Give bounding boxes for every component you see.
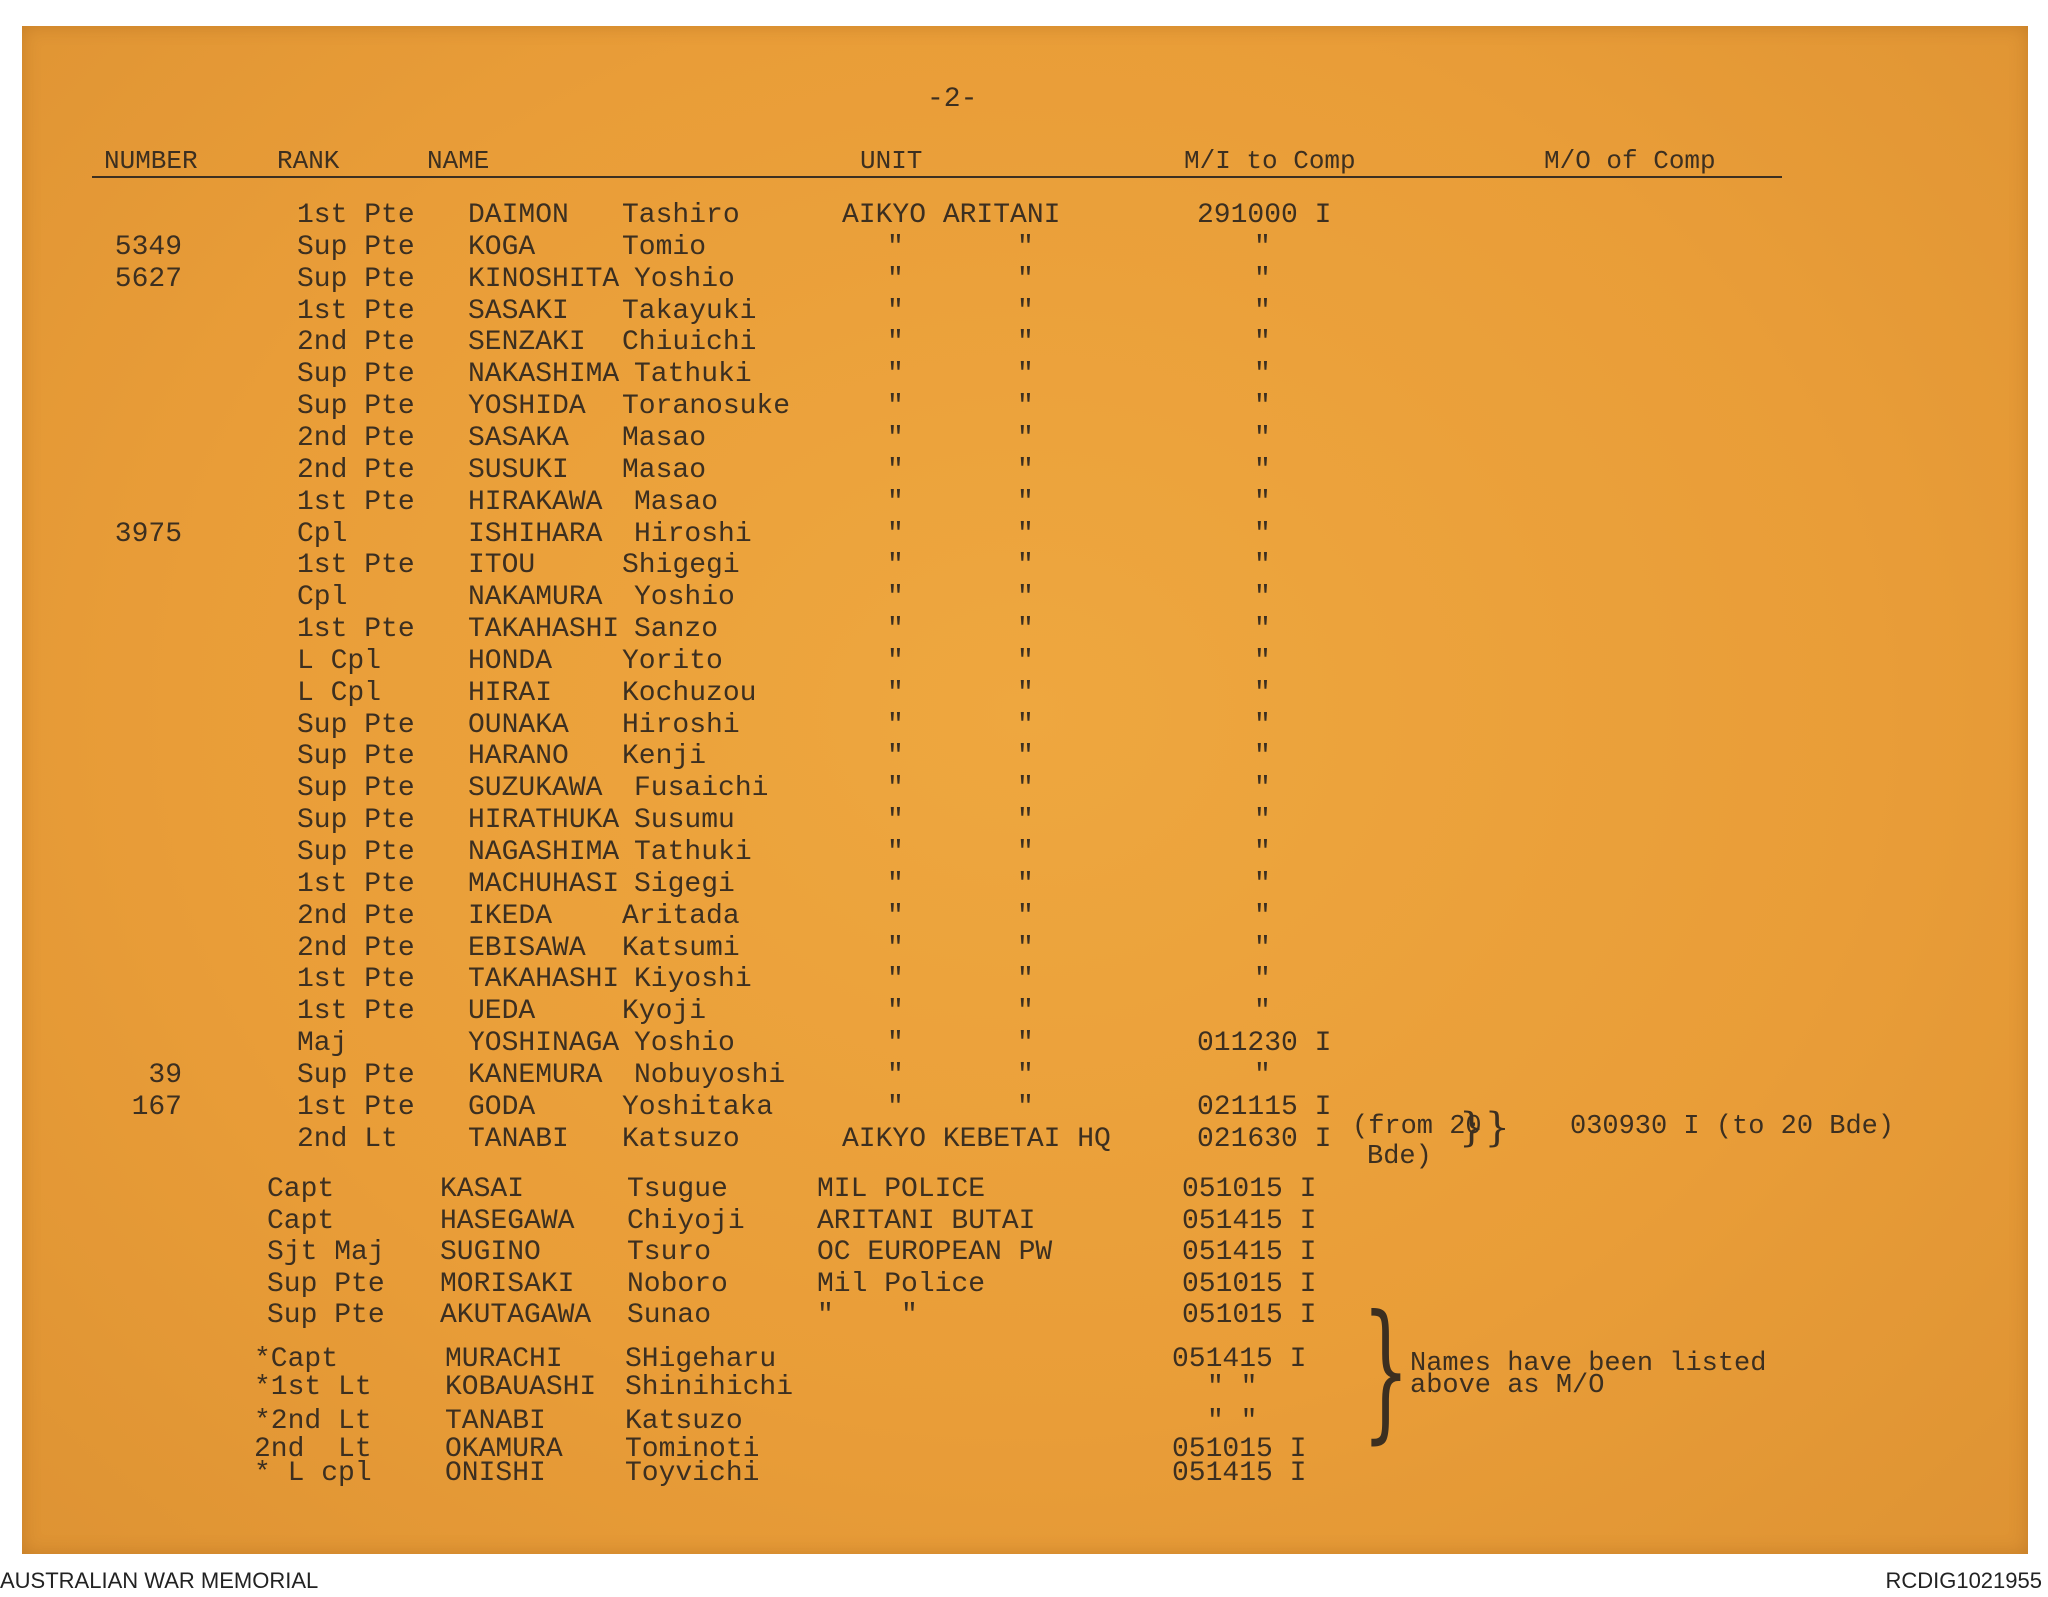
given-name-cell: Chiuichi [622, 327, 757, 359]
mi-to-comp-cell: " [1254, 391, 1271, 423]
mi-to-comp-cell: " [1254, 1059, 1271, 1091]
unit-cell: " [887, 709, 904, 741]
closing-brace-large: } [1362, 1284, 1410, 1458]
footer-archive-name: AUSTRALIAN WAR MEMORIAL [0, 1568, 319, 1593]
given-name-cell: Toyvichi [625, 1458, 760, 1489]
rank-cell: Sup Pte [297, 805, 415, 837]
mi-to-comp-cell: " [1254, 805, 1271, 837]
unit-cell: " [887, 677, 904, 709]
mi-to-comp-cell: 291000 I [1197, 200, 1332, 231]
unit-ditto-cell: " [1017, 645, 1034, 677]
unit-cell: " " [817, 1300, 918, 1331]
mi-to-comp-cell: " [1254, 645, 1271, 677]
service-number: 3975 [114, 518, 182, 550]
mi-to-comp-cell: 051415 I [1182, 1237, 1317, 1268]
surname-cell: HIRAI [468, 677, 553, 709]
surname-cell: OUNAKA [468, 709, 569, 741]
given-name-cell: Kyoji [622, 996, 707, 1028]
surname-cell: MACHUHASI [468, 868, 620, 900]
rank-cell: 1st Pte [297, 1091, 415, 1123]
mi-to-comp-cell: 051415 I [1172, 1344, 1307, 1375]
given-name-cell: Noboro [627, 1268, 728, 1300]
rank-cell: Sup Pte [297, 1059, 415, 1091]
given-name-cell: Katsuzo [625, 1406, 743, 1437]
given-name-cell: Yoshitaka [622, 1091, 774, 1123]
mi-to-comp-cell: " [1254, 900, 1271, 932]
footer-record-id: RCDIG1021955 [1885, 1568, 2042, 1593]
mi-to-comp-cell: 051015 I [1172, 1434, 1307, 1465]
surname-cell: EBISAWA [468, 932, 586, 964]
rank-cell: Sup Pte [297, 837, 415, 868]
given-name-cell: Katsuzo [622, 1123, 740, 1155]
unit-cell: " [887, 1059, 904, 1091]
given-name-cell: Tathuki [634, 359, 752, 391]
unit-cell: " [887, 359, 904, 391]
rank-cell: Capt [267, 1174, 335, 1205]
given-name-cell: Kiyoshi [634, 964, 752, 996]
mi-to-comp-cell: 051015 I [1182, 1174, 1317, 1205]
unit-ditto-cell: " [1017, 741, 1034, 773]
surname-cell: SASAKA [468, 422, 569, 454]
tanabi-from-note: (from 20 [1352, 1112, 1482, 1142]
rank-cell: Maj [297, 1028, 348, 1060]
mi-to-comp-cell: 021630 I [1197, 1123, 1332, 1155]
rank-cell: 1st Pte [297, 964, 415, 996]
given-name-cell: Shinihichi [625, 1372, 794, 1403]
unit-cell: " [887, 295, 904, 327]
unit-ditto-cell: " [1017, 422, 1034, 454]
unit-cell: " [887, 391, 904, 423]
given-name-cell: Tominoti [625, 1434, 760, 1465]
given-name-cell: Fusaichi [634, 773, 769, 805]
unit-cell: " [887, 422, 904, 454]
unit-cell: " [887, 263, 904, 295]
mi-to-comp-cell: " " [1207, 1372, 1258, 1403]
given-name-cell: Aritada [622, 900, 740, 932]
page-number: -2- [927, 84, 978, 115]
mi-to-comp-cell: " [1254, 996, 1271, 1028]
unit-ditto-cell: " [1017, 837, 1034, 868]
given-name-cell: Masao [634, 486, 719, 518]
surname-cell: SASAKI [468, 295, 569, 327]
unit-cell: AIKYO KEBETAI HQ [842, 1123, 1111, 1155]
mi-to-comp-cell: " [1254, 263, 1271, 295]
surname-cell: ISHIHARA [468, 518, 603, 550]
given-name-cell: Tsugue [627, 1174, 728, 1205]
rank-cell: 2nd Pte [297, 932, 415, 964]
unit-cell: " [887, 454, 904, 486]
surname-cell: TAKAHASHI [468, 614, 620, 646]
rank-cell: * L cpl [254, 1458, 372, 1489]
mi-to-comp-cell: " [1254, 327, 1271, 359]
tanabi-bde-note: Bde) [1367, 1142, 1432, 1172]
mi-to-comp-cell: " [1254, 295, 1271, 327]
unit-ditto-cell: " [1017, 486, 1034, 518]
rank-cell: 1st Pte [297, 550, 415, 582]
mi-to-comp-cell: " [1254, 868, 1271, 900]
surname-cell: YOSHINAGA [468, 1028, 620, 1060]
listed-note-line1: Names have been listed [1410, 1349, 1767, 1379]
surname-cell: HIRAKAWA [468, 486, 603, 518]
mi-to-comp-cell: " [1254, 359, 1271, 391]
surname-cell: UEDA [468, 996, 536, 1028]
header-underline [92, 176, 1782, 178]
rank-cell: 2nd Pte [297, 900, 415, 932]
service-number: 167 [131, 1091, 182, 1123]
mi-to-comp-cell: 021115 I [1197, 1091, 1332, 1123]
surname-cell: AKUTAGAWA [440, 1300, 592, 1331]
given-name-cell: Tsuro [627, 1237, 712, 1268]
given-name-cell: Tomio [622, 231, 707, 263]
surname-cell: HASEGAWA [440, 1205, 575, 1237]
given-name-cell: Yoshio [634, 582, 735, 614]
rank-cell: Sjt Maj [267, 1237, 385, 1268]
rank-cell: Sup Pte [267, 1300, 385, 1331]
surname-cell: SUSUKI [468, 454, 569, 486]
header-number: NUMBER [104, 146, 198, 176]
header-rank: RANK [277, 146, 340, 176]
given-name-cell: Tashiro [622, 200, 740, 231]
rank-cell: Sup Pte [297, 773, 415, 805]
mi-to-comp-cell: " [1254, 422, 1271, 454]
unit-cell: " [887, 805, 904, 837]
rank-cell: 1st Pte [297, 295, 415, 327]
surname-cell: IKEDA [468, 900, 553, 932]
rank-cell: L Cpl [297, 645, 382, 677]
given-name-cell: SHigeharu [625, 1344, 777, 1375]
rank-cell: 1st Pte [297, 486, 415, 518]
given-name-cell: Masao [622, 422, 707, 454]
given-name-cell: Yorito [622, 645, 723, 677]
surname-cell: KASAI [440, 1174, 525, 1205]
closing-brace-small: }} [1459, 1105, 1510, 1151]
surname-cell: SENZAKI [468, 327, 586, 359]
mi-to-comp-cell: " [1254, 932, 1271, 964]
unit-cell: " [887, 327, 904, 359]
rank-cell: *1st Lt [254, 1372, 372, 1403]
given-name-cell: Yoshio [634, 263, 735, 295]
unit-cell: " [887, 932, 904, 964]
unit-ditto-cell: " [1017, 964, 1034, 996]
unit-cell: " [887, 837, 904, 868]
unit-ditto-cell: " [1017, 582, 1034, 614]
mi-to-comp-cell: 011230 I [1197, 1028, 1332, 1060]
given-name-cell: Katsumi [622, 932, 740, 964]
tanabi-mo-value: 030930 I (to 20 Bde) [1570, 1112, 1895, 1142]
given-name-cell: Yoshio [634, 1028, 735, 1060]
rank-cell: L Cpl [297, 677, 382, 709]
rank-cell: 2nd Lt [254, 1434, 372, 1465]
header-mi-to-comp: M/I to Comp [1184, 146, 1356, 176]
surname-cell: HIRATHUKA [468, 805, 620, 837]
surname-cell: KANEMURA [468, 1059, 603, 1091]
unit-cell: " [887, 582, 904, 614]
surname-cell: KOGA [468, 231, 536, 263]
mi-to-comp-cell: 051415 I [1172, 1458, 1307, 1489]
given-name-cell: Shigegi [622, 550, 740, 582]
unit-cell: Mil Police [817, 1268, 986, 1300]
unit-ditto-cell: " [1017, 805, 1034, 837]
mi-to-comp-cell: " [1254, 677, 1271, 709]
given-name-cell: Susumu [634, 805, 735, 837]
unit-ditto-cell: " [1017, 614, 1034, 646]
mi-to-comp-cell: " [1254, 231, 1271, 263]
rank-cell: 2nd Pte [297, 454, 415, 486]
mi-to-comp-cell: " [1254, 964, 1271, 996]
unit-cell: OC EUROPEAN PW [817, 1237, 1053, 1268]
mi-to-comp-cell: " [1254, 837, 1271, 868]
unit-cell: ARITANI BUTAI [817, 1205, 1036, 1237]
unit-ditto-cell: " [1017, 327, 1034, 359]
given-name-cell: Tathuki [634, 837, 752, 868]
mi-to-comp-cell: " [1254, 773, 1271, 805]
rank-cell: Sup Pte [297, 359, 415, 391]
unit-ditto-cell: " [1017, 773, 1034, 805]
surname-cell: HONDA [468, 645, 553, 677]
unit-ditto-cell: " [1017, 1028, 1034, 1060]
given-name-cell: Chiyoji [627, 1205, 745, 1237]
surname-cell: SUZUKAWA [468, 773, 603, 805]
service-number: 5349 [114, 231, 182, 263]
unit-cell: " [887, 518, 904, 550]
unit-cell: " [887, 964, 904, 996]
unit-ditto-cell: " [1017, 996, 1034, 1028]
mi-to-comp-cell: " [1254, 741, 1271, 773]
rank-cell: Cpl [297, 518, 348, 550]
unit-cell: " [887, 550, 904, 582]
unit-ditto-cell: " [1017, 677, 1034, 709]
rank-cell: Sup Pte [297, 709, 415, 741]
mi-to-comp-cell: " [1254, 550, 1271, 582]
given-name-cell: Hiroshi [622, 709, 740, 741]
unit-cell: " [887, 1028, 904, 1060]
mi-to-comp-cell: " " [1207, 1406, 1258, 1437]
unit-ditto-cell: " [1017, 231, 1034, 263]
unit-ditto-cell: " [1017, 900, 1034, 932]
unit-ditto-cell: " [1017, 518, 1034, 550]
rank-cell: Sup Pte [297, 231, 415, 263]
given-name-cell: Hiroshi [634, 518, 752, 550]
rank-cell: Cpl [297, 582, 348, 614]
service-number: 5627 [114, 263, 182, 295]
surname-cell: MORISAKI [440, 1268, 575, 1300]
mi-to-comp-cell: 051015 I [1182, 1268, 1317, 1300]
rank-cell: 1st Pte [297, 200, 415, 231]
listed-note-line2: above as M/O [1410, 1371, 1605, 1401]
unit-cell: " [887, 614, 904, 646]
surname-cell: TAKAHASHI [468, 964, 620, 996]
unit-cell: " [887, 741, 904, 773]
unit-ditto-cell: " [1017, 295, 1034, 327]
surname-cell: NAKASHIMA [468, 359, 620, 391]
unit-ditto-cell: " [1017, 868, 1034, 900]
surname-cell: MURACHI [445, 1344, 563, 1375]
given-name-cell: Kenji [622, 741, 707, 773]
unit-cell: " [887, 868, 904, 900]
given-name-cell: Sanzo [634, 614, 719, 646]
unit-cell: " [887, 1091, 904, 1123]
mi-to-comp-cell: 051015 I [1182, 1300, 1317, 1331]
unit-ditto-cell: " [1017, 1091, 1034, 1123]
service-number: 39 [148, 1059, 182, 1091]
given-name-cell: Toranosuke [622, 391, 791, 423]
surname-cell: TANABI [468, 1123, 569, 1155]
unit-ditto-cell: " [1017, 454, 1034, 486]
unit-ditto-cell: " [1017, 709, 1034, 741]
unit-cell: " [887, 645, 904, 677]
given-name-cell: Sunao [627, 1300, 712, 1331]
rank-cell: *Capt [254, 1344, 339, 1375]
surname-cell: NAGASHIMA [468, 837, 620, 868]
given-name-cell: Nobuyoshi [634, 1059, 786, 1091]
surname-cell: ONISHI [445, 1458, 546, 1489]
given-name-cell: Masao [622, 454, 707, 486]
unit-ditto-cell: " [1017, 263, 1034, 295]
unit-cell: " [887, 773, 904, 805]
rank-cell: 2nd Pte [297, 327, 415, 359]
typed-document-page [22, 26, 2028, 1554]
header-mo-of-comp: M/O of Comp [1544, 146, 1716, 176]
unit-ditto-cell: " [1017, 550, 1034, 582]
rank-cell: Sup Pte [267, 1268, 385, 1300]
rank-cell: Sup Pte [297, 263, 415, 295]
unit-ditto-cell: " [1017, 932, 1034, 964]
unit-ditto-cell: " [1017, 391, 1034, 423]
header-name: NAME [427, 146, 490, 176]
rank-cell: Sup Pte [297, 741, 415, 773]
header-unit: UNIT [860, 146, 923, 176]
surname-cell: OKAMURA [445, 1434, 563, 1465]
mi-to-comp-cell: " [1254, 709, 1271, 741]
unit-ditto-cell: " [1017, 1059, 1034, 1091]
surname-cell: GODA [468, 1091, 536, 1123]
surname-cell: YOSHIDA [468, 391, 586, 423]
given-name-cell: Sigegi [634, 868, 735, 900]
rank-cell: *2nd Lt [254, 1406, 372, 1437]
rank-cell: Capt [267, 1205, 335, 1237]
unit-cell: MIL POLICE [817, 1174, 986, 1205]
rank-cell: 1st Pte [297, 868, 415, 900]
mi-to-comp-cell: " [1254, 614, 1271, 646]
surname-cell: KOBAUASHI [445, 1372, 597, 1403]
surname-cell: HARANO [468, 741, 569, 773]
unit-cell: " [887, 900, 904, 932]
surname-cell: TANABI [445, 1406, 546, 1437]
mi-to-comp-cell: 051415 I [1182, 1205, 1317, 1237]
unit-cell: " [887, 486, 904, 518]
surname-cell: ITOU [468, 550, 536, 582]
rank-cell: 2nd Pte [297, 422, 415, 454]
surname-cell: DAIMON [468, 200, 569, 231]
rank-cell: 1st Pte [297, 614, 415, 646]
mi-to-comp-cell: " [1254, 518, 1271, 550]
given-name-cell: Kochuzou [622, 677, 757, 709]
mi-to-comp-cell: " [1254, 486, 1271, 518]
surname-cell: NAKAMURA [468, 582, 603, 614]
mi-to-comp-cell: " [1254, 582, 1271, 614]
unit-ditto-cell: " [1017, 359, 1034, 391]
surname-cell: KINOSHITA [468, 263, 620, 295]
unit-cell: AIKYO ARITANI [842, 200, 1061, 231]
rank-cell: 1st Pte [297, 996, 415, 1028]
unit-cell: " [887, 231, 904, 263]
mi-to-comp-cell: " [1254, 454, 1271, 486]
surname-cell: SUGINO [440, 1237, 541, 1268]
given-name-cell: Takayuki [622, 295, 757, 327]
unit-cell: " [887, 996, 904, 1028]
rank-cell: 2nd Lt [297, 1123, 398, 1155]
rank-cell: Sup Pte [297, 391, 415, 423]
